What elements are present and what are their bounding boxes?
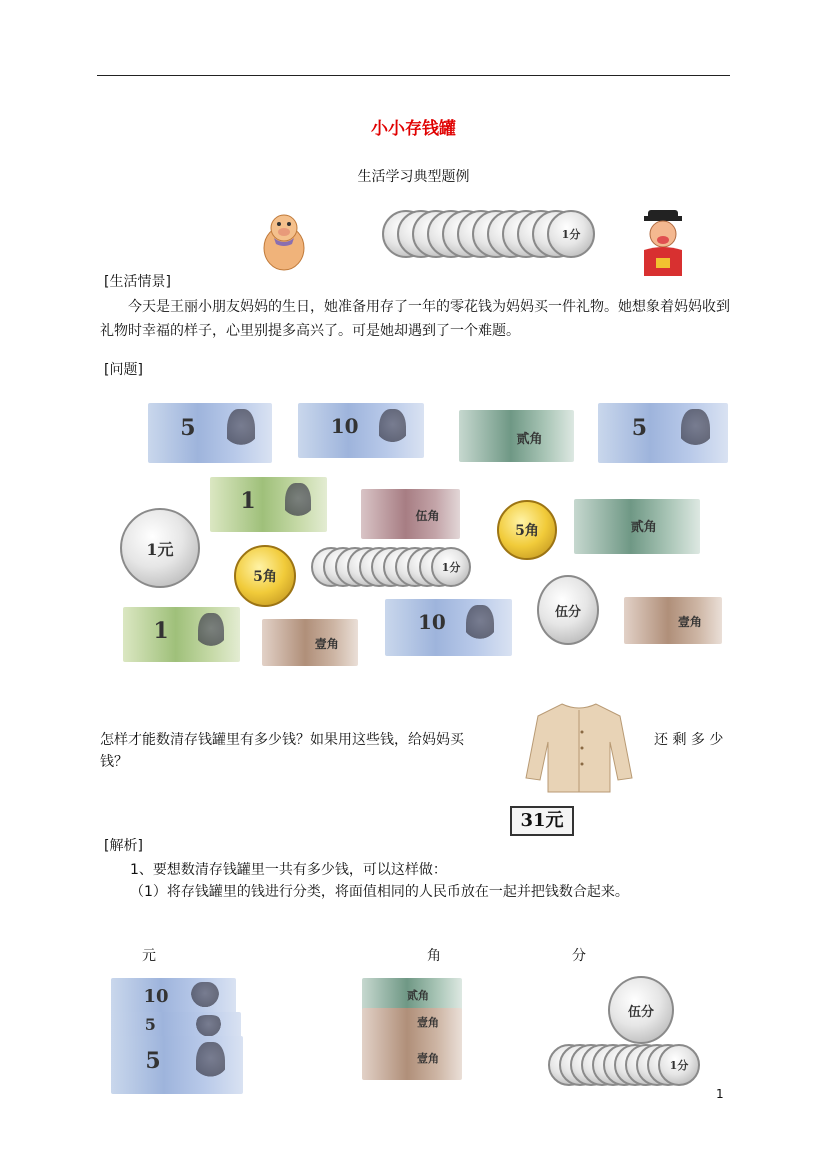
scenario-label: [生活情景] — [104, 274, 171, 290]
fen-group-coin-5: 伍分 — [608, 976, 674, 1044]
banknote-1-jiao-2: 壹角 — [624, 597, 722, 644]
unit-fen-heading: 分 — [572, 948, 586, 964]
unit-yuan-heading: 元 — [142, 948, 156, 964]
question-label: [问题] — [104, 362, 143, 378]
yuan-group-note-5-2: 5 — [111, 1036, 243, 1094]
scenario-paragraph: 今天是王丽小朋友妈妈的生日，她准备用存了一年的零花钱为妈妈买一件礼物。她想象着妈妈收到礼物时幸福的样子，心里别提多高兴了。可是她却遇到了一个难题。 — [100, 299, 730, 339]
question-text-end: 钱？ — [100, 754, 128, 770]
analysis-step-1: 1、要想数清存钱罐里一共有多少钱，可以这样做： — [130, 862, 447, 878]
coin-5-fen: 伍分 — [537, 575, 599, 645]
banknote-1-jiao: 壹角 — [262, 619, 358, 666]
coin-5-jiao: 5角 — [497, 500, 557, 560]
cardigan-image — [524, 698, 634, 796]
banknote-10-yuan: 10 — [298, 403, 424, 458]
coin-5-jiao-2: 5角 — [234, 545, 296, 607]
header-rule — [97, 75, 730, 76]
question-text: 怎样才能数清存钱罐里有多少钱？如果用这些钱，给妈妈买 — [100, 732, 464, 748]
stack-coin: 1分 — [431, 547, 471, 587]
jiao-group-note-1-2: 壹角 — [362, 1034, 462, 1080]
analysis-step-1-1: （1）将存钱罐里的钱进行分类，将面值相同的人民币放在一起并把钱数合起来。 — [130, 884, 629, 900]
coin-stack-middle — [311, 547, 476, 589]
banknote-2-jiao-2: 贰角 — [574, 499, 700, 554]
question-text-remain: 还 剩 多 少 — [654, 732, 724, 748]
yuan-group-note-5: 5 — [111, 1012, 241, 1044]
stack-coin: 1分 — [547, 210, 595, 258]
god-of-wealth-image — [640, 208, 686, 278]
yuan-group-note-10: 10 — [111, 978, 236, 1018]
unit-jiao-heading: 角 — [427, 948, 441, 964]
banknote-10-yuan-2: 10 — [385, 599, 512, 656]
jiao-group-note-2: 贰角 — [362, 978, 462, 1012]
coin-1-yuan: 1元 — [120, 508, 200, 588]
page-subtitle: 生活学习典型题例 — [357, 169, 470, 185]
banknote-1-yuan-2: 1 — [123, 607, 240, 662]
page-number: 1 — [716, 1087, 724, 1101]
coin-stack-top — [382, 210, 602, 260]
banknote-2-jiao: 贰角 — [459, 410, 574, 462]
fen-group-coin-stack — [548, 1044, 710, 1088]
banknote-5-jiao: 伍角 — [361, 489, 460, 539]
banknote-1-yuan: 1 — [210, 477, 327, 532]
jiao-group-note-1: 壹角 — [362, 1008, 462, 1038]
piggy-bank-image — [260, 208, 308, 274]
analysis-label: [解析] — [104, 838, 143, 854]
price-label: 31元 — [510, 806, 574, 836]
banknote-5-yuan: 5 — [148, 403, 272, 463]
banknote-5-yuan-2: 5 — [598, 403, 728, 463]
page-title: 小小存钱罐 — [371, 119, 456, 139]
stack-coin: 1分 — [658, 1044, 700, 1086]
